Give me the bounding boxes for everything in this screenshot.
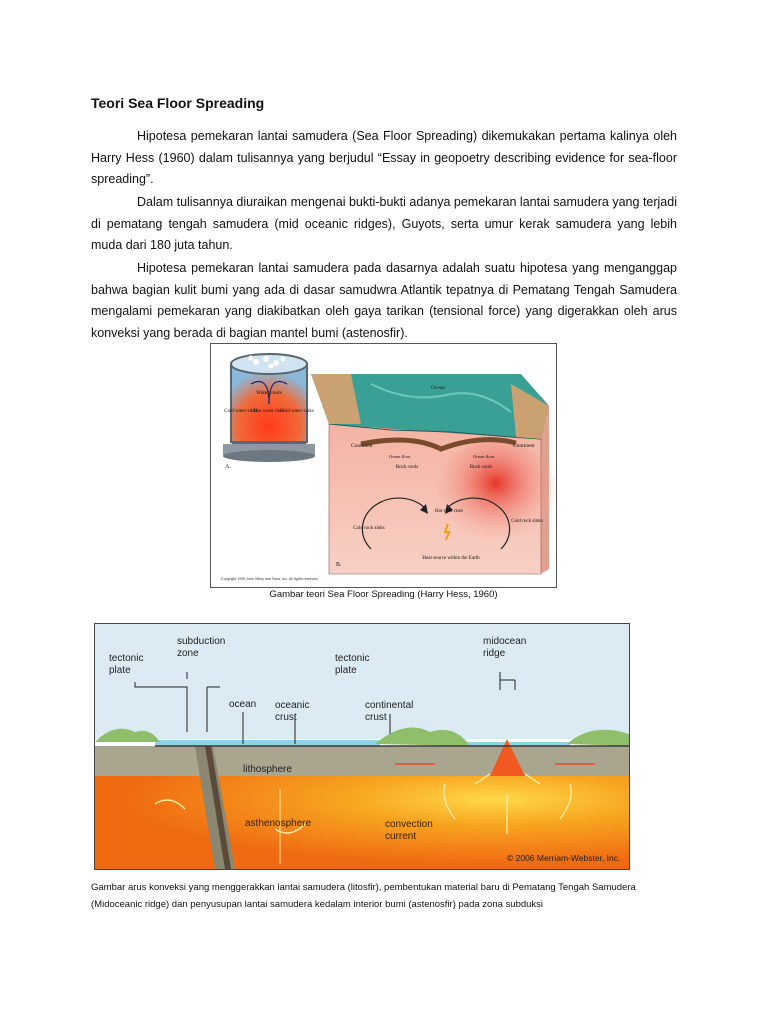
cold-water-sinks-left-label: Cold water sinks (224, 409, 258, 414)
sea-floor-spreading-illustration (211, 344, 556, 587)
paragraph-2: Dalam tulisannya diuraikan mengenai bukti-bukti adanya pemekaran lantai samudera yang terjadi di pematang tengah samudera (mid oceanic ridges), Guyots, serta umur kerak samudera yang lebih muda dari 180 juta tahun. (91, 195, 677, 252)
ocean-label: Ocean (431, 385, 446, 391)
ocean-floor-right-label: Ocean floor (473, 454, 495, 459)
cold-water-sinks-right-label: Cold water sinks (280, 409, 314, 414)
paragraph-3: Hipotesa pemekaran lantai samudera pada dasarnya adalah suatu hipotesa yang menganggap bahwa bagian kulit bumi yang ada di dasar samudwra Atlantik tepatnya di Pematang Tengah Samudera mengalami pemekaran yang diakibatkan oleh gaya tarikan (tensional force) yang digerakkan oleh arus konveksi yang berada di bagian mantel bumi (astenosfir). (91, 261, 677, 340)
document-title: Teori Sea Floor Spreading (91, 95, 265, 111)
tectonic-plate-left-label: tectonic plate (109, 653, 144, 676)
heat-source-label: Heat source within the Earth (422, 556, 480, 561)
ocean-block-panel (311, 374, 556, 574)
tectonic-plate-mid-label: tectonic plate (335, 653, 370, 676)
panel-b-label: B. (336, 562, 342, 568)
convection-figure (94, 623, 630, 870)
rock-cools-left-label: Rock cools (395, 465, 419, 470)
figure1-caption: Gambar teori Sea Floor Spreading (Harry Hess, 1960) (269, 589, 498, 600)
water-cools-label: Water cools (256, 390, 282, 396)
continent-left-label: Continent (351, 443, 373, 449)
figure2-caption: Gambar arus konveksi yang menggerakkan lantai samudera (litosfir), pembentukan material baru di Pematang Tengah Samudera (Midoceanic ridge) dan penyusupan lantai samudera kedalam interior bumi (astenosfir) pada zona subduksi (91, 882, 636, 910)
asthenosphere-label: asthenosphere (245, 818, 312, 829)
subduction-zone-label: subduction zone (177, 636, 226, 659)
panel-a-label: A. (225, 464, 231, 470)
sea-floor-spreading-figure (210, 343, 557, 588)
figure1-copyright: Copyright 1999 John Wiley and Sons, Inc. All rights reserved. (221, 577, 319, 581)
hot-rock-rises-label: Hot rock rises (434, 509, 464, 514)
lithosphere-label: lithosphere (243, 764, 292, 775)
paragraph-1: Hipotesa pemekaran lantai samudera (Sea Floor Spreading) dikemukakan pertama kalinya oleh Harry Hess (1960) dalam tulisannya yang berjudul “Essay in geopoetry describing evidence for sea-floor spreading”. (91, 129, 677, 186)
figure2-copyright: © 2006 Merriam-Webster, Inc. (507, 853, 621, 863)
midocean-ridge-label: midocean ridge (483, 636, 527, 659)
hot-water-rises-label: Hot water rises (253, 409, 285, 414)
ocean-floor-left-label: Ocean floor (389, 454, 411, 459)
ocean-label: ocean (229, 699, 257, 710)
cold-rock-sinks-left-label: Cold rock sinks (353, 526, 385, 531)
boiling-pot-panel (223, 354, 315, 470)
convection-illustration (95, 624, 629, 869)
rock-cools-right-label: Rock cools (469, 465, 493, 470)
continental-crust-label: continental crust (365, 700, 414, 723)
convection-current-label: convection current (385, 819, 433, 842)
oceanic-crust-label: oceanic crust (275, 700, 310, 723)
continent-right-label: Continent (513, 443, 535, 449)
cold-rock-sinks-right-label: Cold rock sinks (511, 519, 543, 524)
